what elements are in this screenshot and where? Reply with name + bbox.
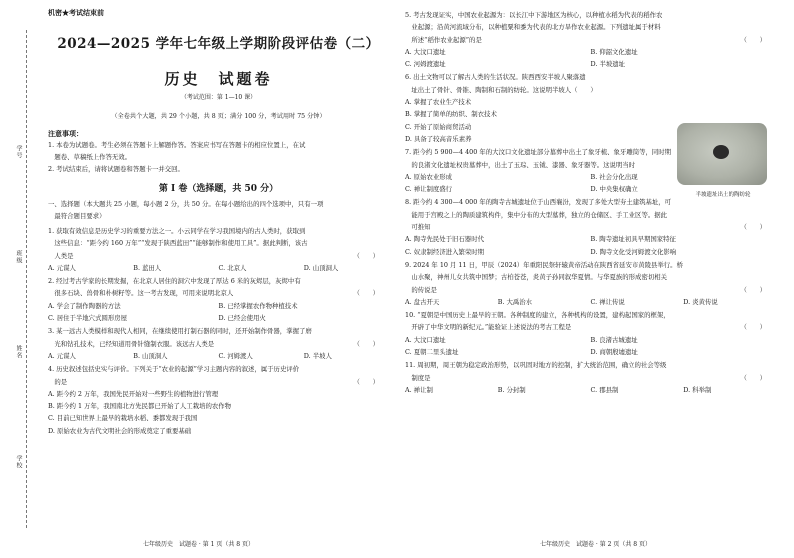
answer-parens: （ ） [353,251,379,260]
question-10 [405,309,776,358]
option-b[interactable]: B. 大禹治水 [497,297,533,306]
exam-subject: 历史 试题卷 [164,70,273,88]
option-d[interactable]: D. 半坡人 [303,351,332,360]
exam-summary: （全卷共个大题，共 29 个小题，共 8 页；满分 100 分，考试用时 75 分钟） [111,113,326,120]
question-4 [48,363,389,437]
question-stem: 1. 获取有效信息是历史学习的重要方法之一。小云同学在学习我国境内的古人类时，获取到 [48,227,306,235]
question-3 [48,325,389,362]
option-c[interactable]: C. 禅让传说 [590,297,625,306]
option-d[interactable]: D. 原始农业为古代文明社会的形成奠定了重要基础 [48,426,192,435]
question-stem: 10. “夏朝是中国历史上最早的王朝。各种制度的建立，各种机构的设置，建构起国家的框架， [405,311,670,320]
option-a[interactable]: A. 元谋人 [48,351,76,360]
image-caption: 半坡遗址出土的陶纺轮 [695,192,751,198]
question-stem: 很多石块、兽骨和朴树籽等。这一考古发现，可用来说明北京人 [48,289,234,298]
left-content [48,8,389,437]
answer-parens: （ ） [740,373,766,382]
question-stem: 可推知 [405,223,431,232]
option-c[interactable]: C. 河姆渡遗址 [405,60,446,69]
option-b[interactable]: B. 仰韶文化遗址 [590,47,638,56]
question-stem: 的是 [48,377,68,386]
answer-parens: （ ） [740,35,766,44]
question-stem: 5. 考古发现证实，中国农业起源为：以长江中下游地区为核心，以种植水稻为代表的稻作农 [405,11,663,19]
option-a[interactable]: A. 学会了制作陶器的方法 [48,301,121,310]
option-c[interactable]: C. 河姆渡人 [218,351,253,360]
spindle-hole [713,145,729,159]
option-c[interactable]: C. 郡县制 [590,385,619,394]
question-stem: 人类是 [48,251,74,260]
option-c[interactable]: C. 居住于半地穴式圆形房屋 [48,314,128,323]
note-line: 2. 考试结束后，请将试题卷和答题卡一并交回。 [48,165,184,173]
option-a[interactable]: A. 大汶口遗址 [405,335,446,344]
exam-page-right [397,0,794,558]
option-a[interactable]: A. 盘古开天 [405,297,440,306]
option-b[interactable]: B. 山顶洞人 [133,351,168,360]
answer-parens: （ ） [740,285,766,294]
option-a[interactable]: A. 大汶口遗址 [405,47,446,56]
exam-title: 2024—2025 学年七年级上学期阶段评估卷（二） [57,36,380,52]
option-b[interactable]: B. 社会分化出现 [590,172,638,181]
question-stem: 业起源；沿黄河流域分布，以种植粟和黍为代表的北方旱作农业起源。下列遗址属于材料 [405,23,661,32]
option-b[interactable]: B. 良渚古城遗址 [590,335,638,344]
option-d[interactable]: D. 科举制 [683,385,712,394]
binding-label-name: 姓名 [15,345,22,359]
question-stem: 址出土了骨针、骨锥、陶制和石制的纺轮。这说明半坡人（ ） [405,85,597,94]
option-c[interactable]: C. 目前已知世界上最早的栽培水稻、黍都发现于我国 [48,414,198,423]
right-content [405,8,776,396]
question-stem: 能用于宫殿之上的陶质建筑构件，集中分布的大型墓葬，独立的仓储区、手工业区等。据此 [405,210,668,219]
confidential-mark: 机密★考试结束前 [48,8,104,17]
answer-parens: （ ） [353,289,379,298]
question-stem: 7. 距今约 5 900—4 400 年的大汶口文化遗址部分墓葬中出土了象牙梳、象牙雕筒等，同时期 [405,148,672,157]
option-b[interactable]: B. 距今约 1 万年，我国南北方先民都已开始了人工栽培的农作物 [48,402,232,411]
option-d[interactable]: D. 具备了较高音乐素养 [405,134,472,143]
binding-label-class: 班级 [15,250,22,264]
question-stem: 开辟了中华文明的新纪元。”能验证上述说法的考古工程是 [405,323,572,332]
option-d[interactable]: D. 已经会使用火 [218,314,266,323]
question-stem: 8. 距今约 4 300—4 000 年的陶寺古城遗址位于山西襄汾，发现了多处大型夯土建筑基址，可 [405,198,672,207]
option-c[interactable]: C. 北京人 [218,263,247,272]
question-stem: 9. 2024 年 10 月 11 日，甲辰（2024）年重阳民祭轩辕黄帝活动在陕西省延安市黄陵县举行。桥 [405,260,683,269]
question-stem: 3. 某一远古人类模样和现代人相同，在继续使用打制石器的同时，还开始制作骨器，掌握了磨 [48,327,312,336]
question-11 [405,359,776,396]
section-intro: 最符合题目要求） [48,212,106,220]
question-1 [48,225,389,274]
question-stem: 光和钻孔技术，已经知道用骨针缝制衣服。该远古人类是 [48,339,215,348]
option-b[interactable]: B. 蓝田人 [133,263,162,272]
question-stem: 制度是 [405,373,431,382]
question-stem: 4. 历史叙述包括史实与评价。下列关于“农业的起源”学习主题内容的叙述，属于历史评价 [48,365,300,374]
option-d[interactable]: D. 山顶洞人 [303,263,339,272]
option-b[interactable]: B. 掌握了简单的纺织、制衣技术 [405,110,497,119]
option-a[interactable]: A. 掌握了农业生产技术 [405,98,472,107]
notes-title: 注意事项： [48,129,83,138]
option-c[interactable]: C. 奴隶制经济进入繁荣时期 [405,247,485,256]
option-b[interactable]: B. 陶寺遗址初具早期国家特征 [590,235,676,244]
question-stem: 山水聚，神州儿女共筑中国梦；古柏苍苍，炎黄子孙同叙华夏情。与华夏族的形成密切相关 [405,273,668,282]
binding-label-student-id: 学号 [15,145,22,159]
part1-title: 第 Ⅰ 卷（选择题，共 50 分） [158,184,279,194]
question-stem: 的良渚文化遗址权贵墓葬中，出土了玉琮、玉钺、漆器、象牙器等。这说明当时 [405,160,636,169]
question-2 [48,275,389,324]
question-5 [405,9,776,70]
binding-dashed-line [26,30,27,528]
question-stem: 11. 周初期，周王朝为稳定政治形势，以巩固对地方的控制，扩大统治范围，确立的社会等级 [405,361,667,370]
pottery-spindle-whorl-image [677,123,767,185]
answer-parens: （ ） [740,323,766,332]
answer-parens: （ ） [353,339,379,348]
note-line: 题卷、草稿纸上作答无效。 [48,153,132,161]
question-9 [405,259,776,308]
option-a[interactable]: A. 原始农业形成 [405,172,453,181]
exam-scope: （考试范围：第 1—10 课） [180,94,257,101]
section-intro: 一、选择题（本大题共 25 小题，每小题 2 分，共 50 分。在每小题给出的四个选项中，只有一项 [48,200,324,208]
question-stem: 6. 出土文物可以了解古人类的生活状况。陕西西安半坡人聚落遗 [405,73,586,82]
question-stem: 的传说是 [405,285,437,294]
option-a[interactable]: A. 陶寺先民处于旧石器时代 [405,235,484,244]
option-c[interactable]: C. 夏朝二里头遗址 [405,348,459,357]
option-a[interactable]: A. 禅让制 [405,385,433,394]
binding-strip [0,0,36,558]
page-footer: 七年级历史 试题卷 · 第 2 页（共 8 页） [540,541,651,548]
note-line: 1. 本卷为试题卷。考生必须在答题卡上解题作答。答案应书写在答题卡的相应位置上，在试 [48,141,306,149]
option-c[interactable]: C. 禅让制度盛行 [405,185,453,194]
option-d[interactable]: D. 陶寺文化受河姆渡文化影响 [590,247,677,256]
question-6 [405,71,675,145]
option-d[interactable]: D. 商朝殷墟遗址 [590,348,638,357]
question-stem: 2. 经过考古学家的长期发掘，在北京人居住的洞穴中发现了厚达 6 米的灰烬层，灰烬中有 [48,277,301,286]
option-d[interactable]: D. 炎黄传说 [683,297,718,306]
binding-label-school: 学校 [15,455,22,469]
option-b[interactable]: B. 已经掌握农作物种植技术 [218,301,298,310]
question-stem: 这些信息：“距今约 160 万年”“发现于陕西蓝田”“能够制作和使用工具”。据此判断，该古 [48,239,308,248]
option-a[interactable]: A. 元谋人 [48,263,76,272]
option-d[interactable]: D. 半坡遗址 [590,60,626,69]
question-8 [405,196,776,257]
option-d[interactable]: D. 中央集权确立 [590,185,638,194]
question-stem: 所述“稻作农业起源”的是 [405,35,482,44]
answer-parens: （ ） [740,223,766,232]
option-a[interactable]: A. 距今约 2 万年，我国先民开始对一些野生的植物进行管理 [48,389,219,398]
answer-parens: （ ） [353,377,379,386]
option-c[interactable]: C. 开始了原始商贸活动 [405,122,472,131]
page-footer: 七年级历史 试题卷 · 第 1 页（共 8 页） [143,541,254,548]
option-b[interactable]: B. 分封制 [497,385,526,394]
